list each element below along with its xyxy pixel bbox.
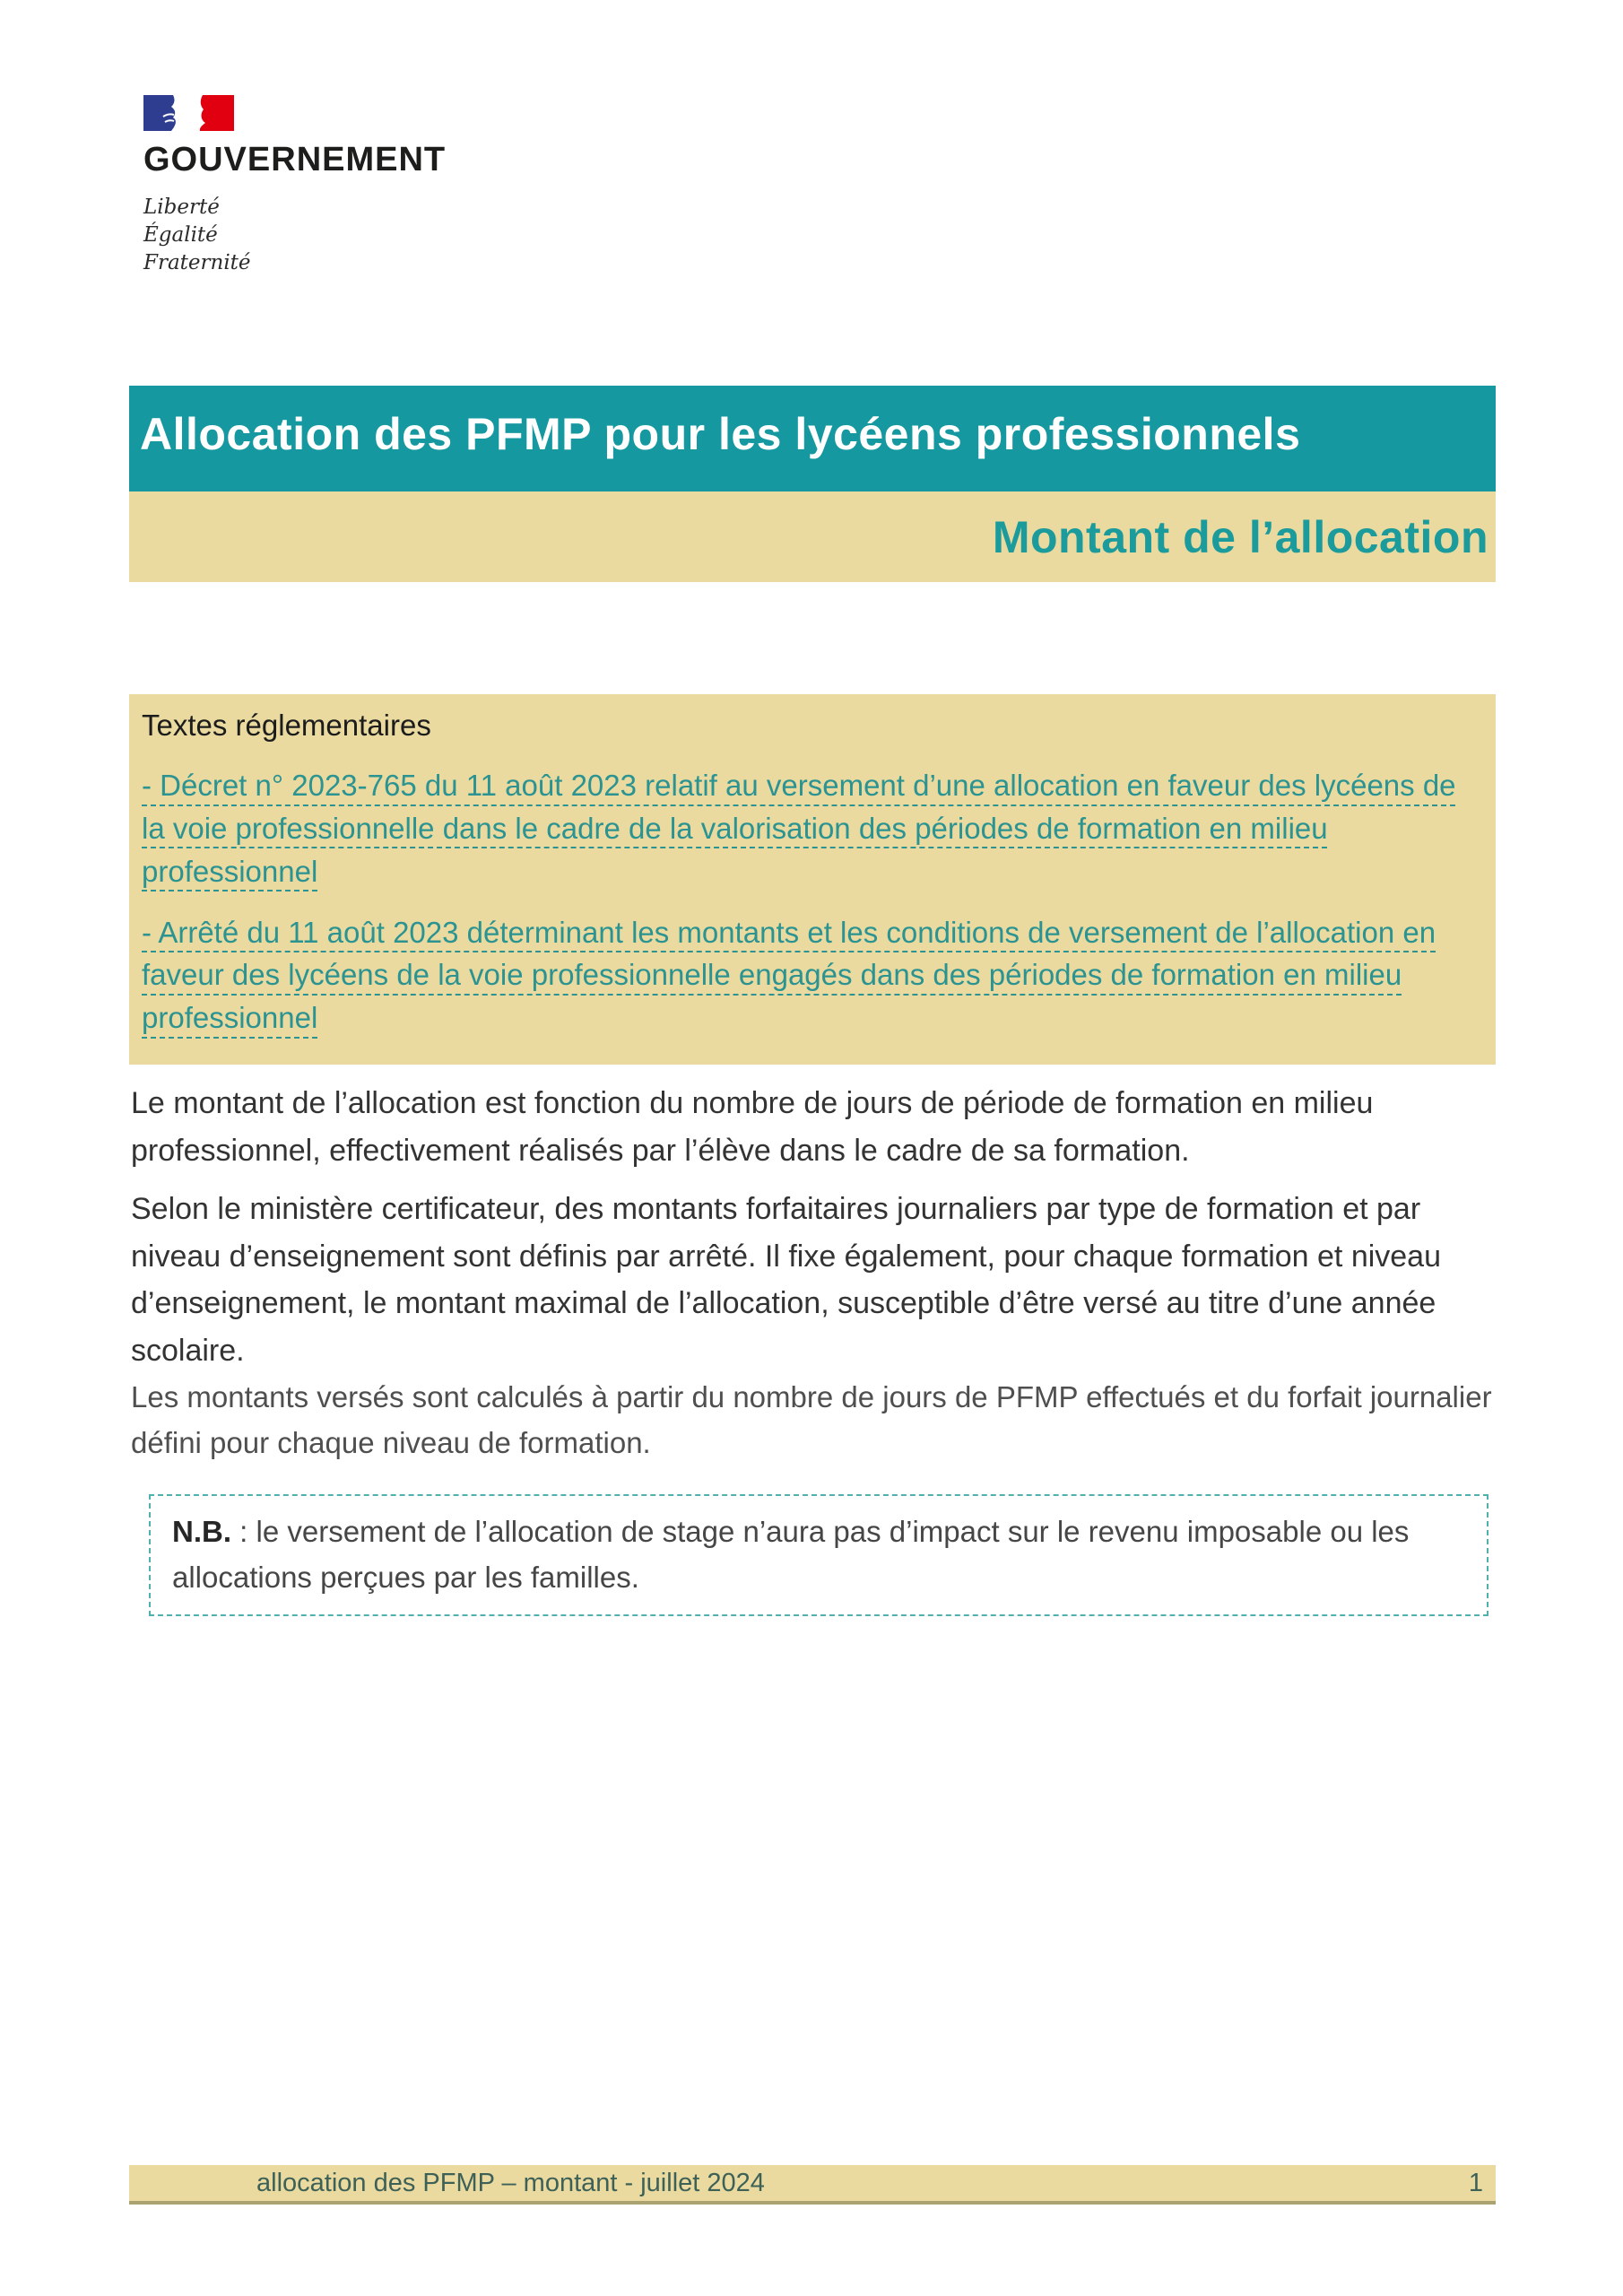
french-flag-marianne-icon [143,95,234,132]
government-logo [143,95,446,277]
page-title: Allocation des PFMP pour les lycéens professionnels [140,409,1301,459]
motto-line-fraternite: Fraternité [143,251,251,274]
page-footer [129,2165,1496,2205]
decret-link[interactable]: - Décret n° 2023-765 du 11 août 2023 relatif au versement d’une allocation en faveur des lycéens de la voie professionnelle dans le cadre de la valorisation des périodes de formation en milieu professionnel [142,769,1456,888]
subtitle-banner [129,491,1496,582]
arrete-link[interactable]: - Arrêté du 11 août 2023 déterminant les montants et les conditions de versement de l’allocation en faveur des lycéens de la voie professionnelle engagés dans des périodes de formation en milieu professionnel [142,915,1436,1035]
paragraph-ministere-certificateur: Selon le ministère certificateur, des montants forfaitaires journaliers par type de formation et par niveau d’enseignement sont définis par arrêté. Il fixe également, pour chaque formation et niveau d’enseignement, le montant maximal de l’allocation, susceptible d’être versé au titre d’une année scolaire. [131,1192,1442,1369]
footer-document-title: allocation des PFMP – montant - juillet 2024 [256,2168,765,2197]
page-subtitle: Montant de l’allocation [992,511,1488,562]
footer-page-number: 1 [1468,2168,1483,2197]
motto-line-egalite: Égalité [143,223,218,247]
nb-note-box [149,1494,1488,1616]
title-banner [129,386,1496,491]
motto-line-liberte: Liberté [143,196,220,219]
nb-label: N.B. [172,1515,231,1548]
logo-motto [143,194,446,277]
nb-text: : le versement de l’allocation de stage n’aura pas d’impact sur le revenu imposable ou les allocations perçues par les familles. [172,1515,1410,1595]
paragraph-allocation-amount: Le montant de l’allocation est fonction du nombre de jours de période de formation en milieu professionnel, effectivement réalisés par l’élève dans le cadre de sa formation. [131,1086,1374,1168]
regulatory-texts-box [129,694,1496,1065]
logo-wordmark: GOUVERNEMENT [143,141,447,178]
regulatory-heading: Textes réglementaires [142,709,431,742]
paragraph-montants-verses: Les montants versés sont calculés à partir du nombre de jours de PFMP effectués et du forfait journalier défini pour chaque niveau de formation. [131,1380,1492,1460]
